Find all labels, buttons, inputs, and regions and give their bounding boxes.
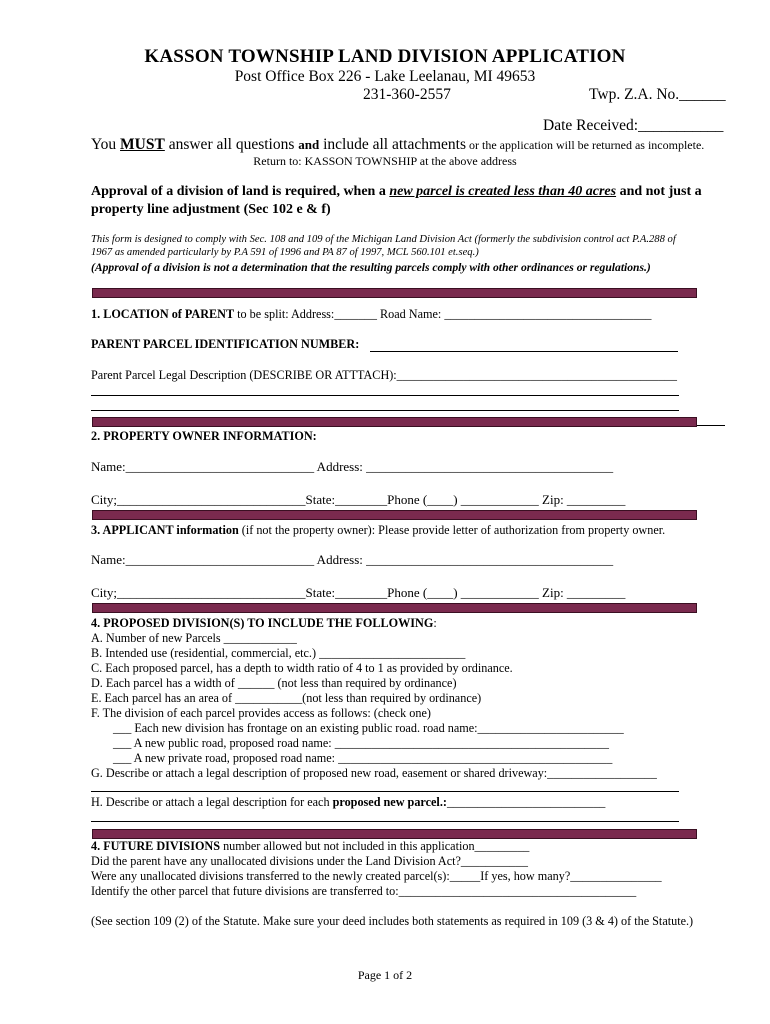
- legal-description-line-2[interactable]: [91, 395, 679, 396]
- unallocated-divisions-question[interactable]: Did the parent have any unallocated divisions under the Land Division Act?___________: [91, 854, 528, 868]
- item-a-number-of-parcels[interactable]: A. Number of new Parcels ____________: [91, 631, 297, 645]
- access-option-existing-public-road[interactable]: ___ Each new division has frontage on an existing public road. road name:________________________: [113, 721, 624, 735]
- parent-parcel-id-label: PARENT PARCEL IDENTIFICATION NUMBER:: [91, 337, 360, 351]
- item-g-road-legal-description[interactable]: G. Describe or attach a legal description of proposed new road, easement or shared driveway:__________________: [91, 766, 657, 780]
- transferred-divisions-question[interactable]: Were any unallocated divisions transferred to the newly created parcel(s):_____If yes, how many?_______________: [91, 869, 662, 883]
- section-divider-bar: [92, 417, 697, 427]
- legal-description-field[interactable]: Parent Parcel Legal Description (DESCRIBE OR ATTTACH):______________________________________________: [91, 368, 677, 382]
- owner-city-state-phone-zip-field[interactable]: City;_____________________________State:________Phone (____) ____________ Zip: _________: [91, 492, 626, 507]
- applicant-city-state-phone-zip-field[interactable]: City;_____________________________State:________Phone (____) ____________ Zip: _________: [91, 585, 626, 600]
- item-f-access-heading: F. The division of each parcel provides access as follows: (check one): [91, 706, 431, 720]
- item-g-extra-line[interactable]: [91, 791, 679, 792]
- item-e-parcel-area[interactable]: E. Each parcel has an area of ___________(not less than required by ordinance): [91, 691, 482, 705]
- divider-tail-line: [697, 425, 725, 426]
- access-option-new-private-road[interactable]: ___ A new private road, proposed road name: _____________________________________________: [113, 751, 613, 765]
- owner-name-address-field[interactable]: Name:_____________________________ Address: ______________________________________: [91, 459, 614, 474]
- property-owner-heading: 2. PROPERTY OWNER INFORMATION:: [91, 429, 317, 443]
- item-c-depth-width-ratio: C. Each proposed parcel, has a depth to width ratio of 4 to 1 as provided by ordinance.: [91, 661, 513, 675]
- proposed-divisions-heading: 4. PROPOSED DIVISION(S) TO INCLUDE THE FOLLOWING:: [91, 616, 437, 630]
- item-h-parcel-legal-description[interactable]: H. Describe or attach a legal description for each proposed new parcel.:__________________________: [91, 795, 606, 809]
- parent-parcel-id-line[interactable]: [370, 351, 678, 352]
- section-divider-bar: [92, 288, 697, 298]
- date-received-field[interactable]: Date Received:___________: [543, 117, 724, 134]
- section-divider-bar: [92, 829, 697, 839]
- page-number: Page 1 of 2: [357, 968, 413, 982]
- item-d-parcel-width[interactable]: D. Each parcel has a width of ______ (not less than required by ordinance): [91, 676, 457, 690]
- return-to-text: Return to: KASSON TOWNSHIP at the above address: [253, 154, 517, 168]
- form-title: KASSON TOWNSHIP LAND DIVISION APPLICATION: [144, 46, 626, 67]
- item-h-extra-line[interactable]: [91, 821, 679, 822]
- access-option-new-public-road[interactable]: ___ A new public road, proposed road name: _____________________________________________: [113, 736, 609, 750]
- township-address: Post Office Box 226 - Lake Leelanau, MI 49653: [234, 68, 536, 85]
- location-of-parent-field[interactable]: 1. LOCATION of PARENT to be split: Address:_______ Road Name: __________________________________: [91, 307, 652, 321]
- applicant-heading: 3. APPLICANT information (if not the property owner): Please provide letter of authorization from property owner.: [91, 523, 666, 537]
- approval-requirement-line1: Approval of a division of land is required, when a new parcel is created less than 40 acres and not just a: [91, 184, 702, 199]
- comply-note-line2: 1967 as amended particularly by P.A 591 of 1996 and PA 87 of 1997, MCL 560.101 et.seq.): [91, 247, 479, 258]
- statute-note: (See section 109 (2) of the Statute. Make sure your deed includes both statements as required in 109 (3 & 4) of the Statute.): [91, 914, 694, 928]
- must-answer-notice: You MUST answer all questions and include all attachments or the application will be returned as incomplete.: [91, 136, 705, 153]
- item-b-intended-use[interactable]: B. Intended use (residential, commercial, etc.) ________________________: [91, 646, 466, 660]
- twp-za-number-field[interactable]: Twp. Z.A. No.______: [589, 86, 726, 103]
- comply-note-line1: This form is designed to comply with Sec. 108 and 109 of the Michigan Land Division Act (formerly the subdivision control act P.A.288 of: [91, 234, 676, 245]
- legal-description-line-3[interactable]: [91, 410, 679, 411]
- applicant-name-address-field[interactable]: Name:_____________________________ Address: ______________________________________: [91, 552, 614, 567]
- section-divider-bar: [92, 603, 697, 613]
- other-parcel-field[interactable]: Identify the other parcel that future divisions are transferred to:_______________________________________: [91, 884, 637, 898]
- township-phone: 231-360-2557: [363, 86, 451, 103]
- future-divisions-field[interactable]: 4. FUTURE DIVISIONS number allowed but not included in this application_________: [91, 839, 530, 853]
- section-divider-bar: [92, 510, 697, 520]
- approval-requirement-line2: property line adjustment (Sec 102 e & f): [91, 202, 331, 217]
- comply-note-disclaimer: (Approval of a division is not a determination that the resulting parcels comply with other ordinances or regulations.): [91, 261, 651, 274]
